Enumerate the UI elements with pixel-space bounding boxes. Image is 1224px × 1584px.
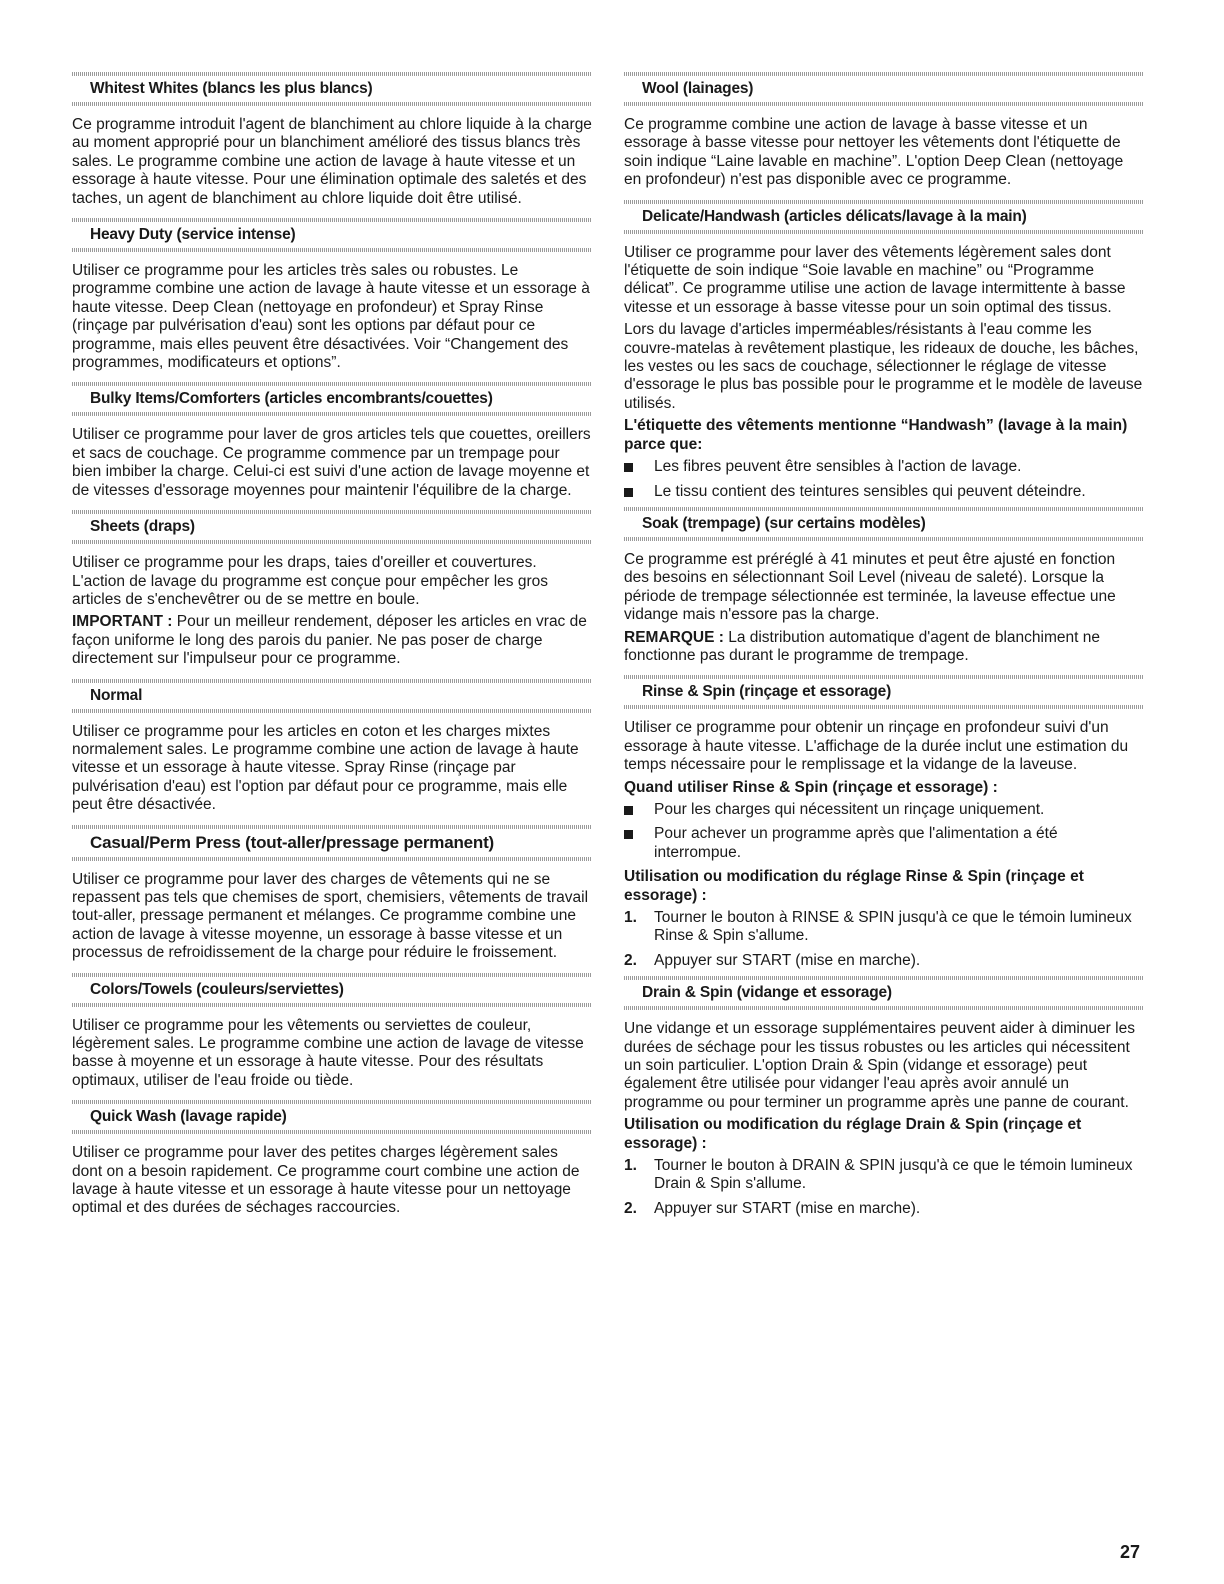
important-label: IMPORTANT : (72, 613, 173, 631)
list-item (624, 1200, 1144, 1218)
section-rinse-spin (624, 675, 1144, 970)
heading-text: Delicate/Handwash (articles délicats/lavage à la main) (642, 207, 1027, 225)
list-item (624, 952, 1144, 970)
numbered-list (624, 1157, 1144, 1218)
section-heading (624, 507, 1144, 541)
section-heading (624, 72, 1144, 106)
list-item (624, 801, 1144, 819)
list-item (624, 909, 1144, 946)
step-text: Appuyer sur START (mise en marche). (654, 951, 921, 969)
paragraph: Ce programme est préréglé à 41 minutes et peut être ajusté en fonction des besoins en sélectionnant Soil Level (niveau de saleté). Lorsque la période de trempage sélectionnée est terminée, la laveuse effectue une vidange mais n'essore pas la charge. (624, 550, 1116, 624)
list-item-text: Pour achever un programme après que l'alimentation a été interrompue. (654, 825, 1058, 861)
section-heading (72, 382, 592, 416)
heading-text: Drain & Spin (vidange et essorage) (642, 984, 892, 1002)
bullet-list (624, 458, 1144, 501)
section-delicate-handwash (624, 200, 1144, 501)
heading-text: Bulky Items/Comforters (articles encombrants/couettes) (90, 390, 493, 408)
paragraph: Utiliser ce programme pour les articles très sales ou robustes. Le programme combine une action de lavage à haute vitesse et un essorage à haute vitesse. Deep Clean (nettoyage en profondeur) et Spray Rinse (rinçage par pulvérisation d'eau) sont les options par défaut pour ce programme, mais elles peuvent être désactivées. Voir “Changement des programmes, modificateurs et options”. (72, 262, 590, 372)
important-note (72, 613, 592, 668)
paragraph: Utiliser ce programme pour obtenir un rinçage en profondeur suivi d'un essorage à haute vitesse. L'affichage de la durée inclut une estimation du temps nécessaire pour le remplissage et la vidange de la laveuse. (624, 719, 1129, 774)
heading-text: Heavy Duty (service intense) (90, 226, 296, 244)
section-drain-spin (624, 976, 1144, 1218)
remark-text: La distribution automatique d'agent de blanchiment ne fonctionne pas durant le programme de trempage. (624, 628, 1100, 664)
paragraph: Utiliser ce programme pour laver de gros articles tels que couettes, oreillers et sacs de couchage. Ce programme commence par un trempage pour bien imbiber la charge. Celui-ci est suivi d'une action de lavage moyenne et de vitesses d'essorage moyennes pour maintenir l'équilibre de la charge. (72, 426, 591, 499)
subheading: L'étiquette des vêtements mentionne “Handwash” (lavage à la main) parce que: (624, 417, 1128, 453)
remark-note (624, 629, 1144, 666)
section-heading (72, 218, 592, 252)
right-column (624, 72, 1144, 1224)
subheading: Quand utiliser Rinse & Spin (rinçage et essorage) : (624, 778, 998, 796)
heading-text: Sheets (draps) (90, 518, 195, 536)
step-text: Appuyer sur START (mise en marche). (654, 1199, 921, 1217)
page-number: 27 (1119, 1542, 1140, 1562)
paragraph: Utiliser ce programme pour les draps, taies d'oreiller et couvertures. L'action de lavage du programme est conçue pour empêcher les gros articles de s'enchevêtrer ou de se mettre en boule. (72, 554, 548, 608)
step-text: Tourner le bouton à DRAIN & SPIN jusqu'à ce que le témoin lumineux Drain & Spin s'allume. (654, 1157, 1133, 1193)
step-number: 1. (624, 909, 637, 926)
section-bulky-items (72, 382, 592, 500)
heading-text: Quick Wash (lavage rapide) (90, 1108, 287, 1126)
paragraph: Utiliser ce programme pour les articles en coton et les charges mixtes normalement sales. Le programme combine une action de lavage à haute vitesse et un essorage à haute vitesse. Spray Rinse (rinçage par pulvérisation d'eau) est l'option par défaut pour ce programme, mais elle peut être désactivée. (72, 722, 579, 814)
square-bullet-icon (624, 830, 633, 839)
remark-label: REMARQUE : (624, 628, 724, 646)
square-bullet-icon (624, 488, 633, 497)
section-heading (72, 825, 592, 861)
list-item (624, 1157, 1144, 1194)
list-item-text: Les fibres peuvent être sensibles à l'action de lavage. (654, 458, 1022, 476)
list-item-text: Pour les charges qui nécessitent un rinçage uniquement. (654, 800, 1045, 818)
section-quick-wash (72, 1100, 592, 1218)
numbered-list (624, 909, 1144, 970)
section-colors-towels (72, 973, 592, 1091)
list-item-text: Le tissu contient des teintures sensibles qui peuvent déteindre. (654, 482, 1086, 500)
square-bullet-icon (624, 806, 633, 815)
paragraph: Utiliser ce programme pour laver des charges de vêtements qui ne se repassent pas tels que chemises de sport, chemisiers, vêtements de travail tout-aller, pressage permanent et mélanges. Ce programme combine une action de lavage à vitesse moyenne, un essorage à basse vitesse et un processus de refroidissement de la charge pour réduire le froissement. (72, 870, 589, 962)
step-text: Tourner le bouton à RINSE & SPIN jusqu'à ce que le témoin lumineux Rinse & Spin s'allume. (654, 909, 1132, 945)
section-heading (72, 679, 592, 713)
section-casual-perm-press (72, 825, 592, 963)
left-column (72, 72, 592, 1222)
section-heading (72, 72, 592, 106)
section-heading (624, 200, 1144, 234)
section-whitest-whites (72, 72, 592, 208)
square-bullet-icon (624, 463, 633, 472)
section-heading (72, 973, 592, 1007)
heading-text: Casual/Perm Press (tout-aller/pressage permanent) (90, 832, 495, 852)
heading-text: Soak (trempage) (sur certains modèles) (642, 514, 926, 532)
subheading: Utilisation ou modification du réglage Drain & Spin (rinçage et essorage) : (624, 1116, 1082, 1152)
heading-text: Whitest Whites (blancs les plus blancs) (90, 80, 373, 97)
section-heading (72, 1100, 592, 1134)
section-heading (72, 510, 592, 544)
bullet-list (624, 801, 1144, 862)
paragraph: Utiliser ce programme pour laver des vêtements légèrement sales dont l'étiquette de soin indique “Soie lavable en machine” ou “Programme délicat”. Ce programme utilise une action de lavage intermittente à basse vitesse et un essorage à basse vitesse pour un soin optimal des tissus. (624, 243, 1126, 316)
heading-text: Wool (lainages) (642, 80, 754, 97)
paragraph: Ce programme combine une action de lavage à basse vitesse et un essorage à basse vitesse pour nettoyer les vêtements dont l'étiquette de soin indique “Laine lavable en machine”. L'option Deep Clean (nettoyage en profondeur) n'est pas disponible avec ce programme. (624, 116, 1124, 189)
list-item (624, 825, 1144, 862)
paragraph: Utiliser ce programme pour les vêtements ou serviettes de couleur, légèrement sales. Le programme combine une action de lavage de vitesse basse à moyenne et un essorage à haute vitesse. Pour des résultats optimaux, utiliser de l'eau froide ou tiède. (72, 1016, 584, 1089)
paragraph: Une vidange et un essorage supplémentaires peuvent aider à diminuer les durées de séchage pour les tissus robustes ou les articles qui nécessitent un soin particulier. L'option Drain & Spin (vidange et essorage) peut également être utilisée pour vidanger l'eau après avoir annulé un programme ou pour terminer un programme après une panne de courant. (624, 1020, 1135, 1111)
heading-text: Colors/Towels (couleurs/serviettes) (90, 980, 344, 998)
heading-text: Normal (90, 686, 143, 704)
step-number: 2. (624, 951, 637, 969)
important-text: Pour un meilleur rendement, déposer les articles en vrac de façon uniforme le long des parois du panier. Ne pas poser de charge directement sur l'impulseur pour ce programme. (72, 613, 587, 668)
paragraph: Utiliser ce programme pour laver des petites charges légèrement sales dont on a besoin rapidement. Ce programme court combine une action de lavage à haute vitesse et un essorage à haute vitesse pour un nettoyage optimal et des durées de séchages raccourcies. (72, 1144, 580, 1217)
paragraph: Lors du lavage d'articles imperméables/résistants à l'eau comme les couvre-matelas à revêtement plastique, les rideaux de douche, les bâches, les vestes ou les sacs de couchage, sélectionner le réglage de vitesse d'essorage le plus bas possible pour le programme et le modèle de laveuse utilisés. (624, 321, 1143, 412)
subheading: Utilisation ou modification du réglage Rinse & Spin (rinçage et essorage) : (624, 868, 1084, 904)
step-number: 2. (624, 1199, 637, 1217)
list-item (624, 483, 1144, 501)
section-heavy-duty (72, 218, 592, 372)
section-soak (624, 507, 1144, 665)
step-number: 1. (624, 1157, 637, 1175)
section-normal (72, 679, 592, 815)
paragraph: Ce programme introduit l'agent de blanchiment au chlore liquide à la charge au moment approprié pour un blanchiment amélioré des tissus blancs très sales. Le programme combine une action de lavage à haute vitesse et un essorage à haute vitesse. Pour une élimination optimale des saletés et des taches, un agent de blanchiment au chlore liquide doit être utilisé. (72, 116, 592, 207)
section-wool (624, 72, 1144, 190)
list-item (624, 458, 1144, 476)
section-sheets (72, 510, 592, 668)
section-heading (624, 976, 1144, 1010)
heading-text: Rinse & Spin (rinçage et essorage) (642, 683, 892, 701)
section-heading (624, 675, 1144, 709)
